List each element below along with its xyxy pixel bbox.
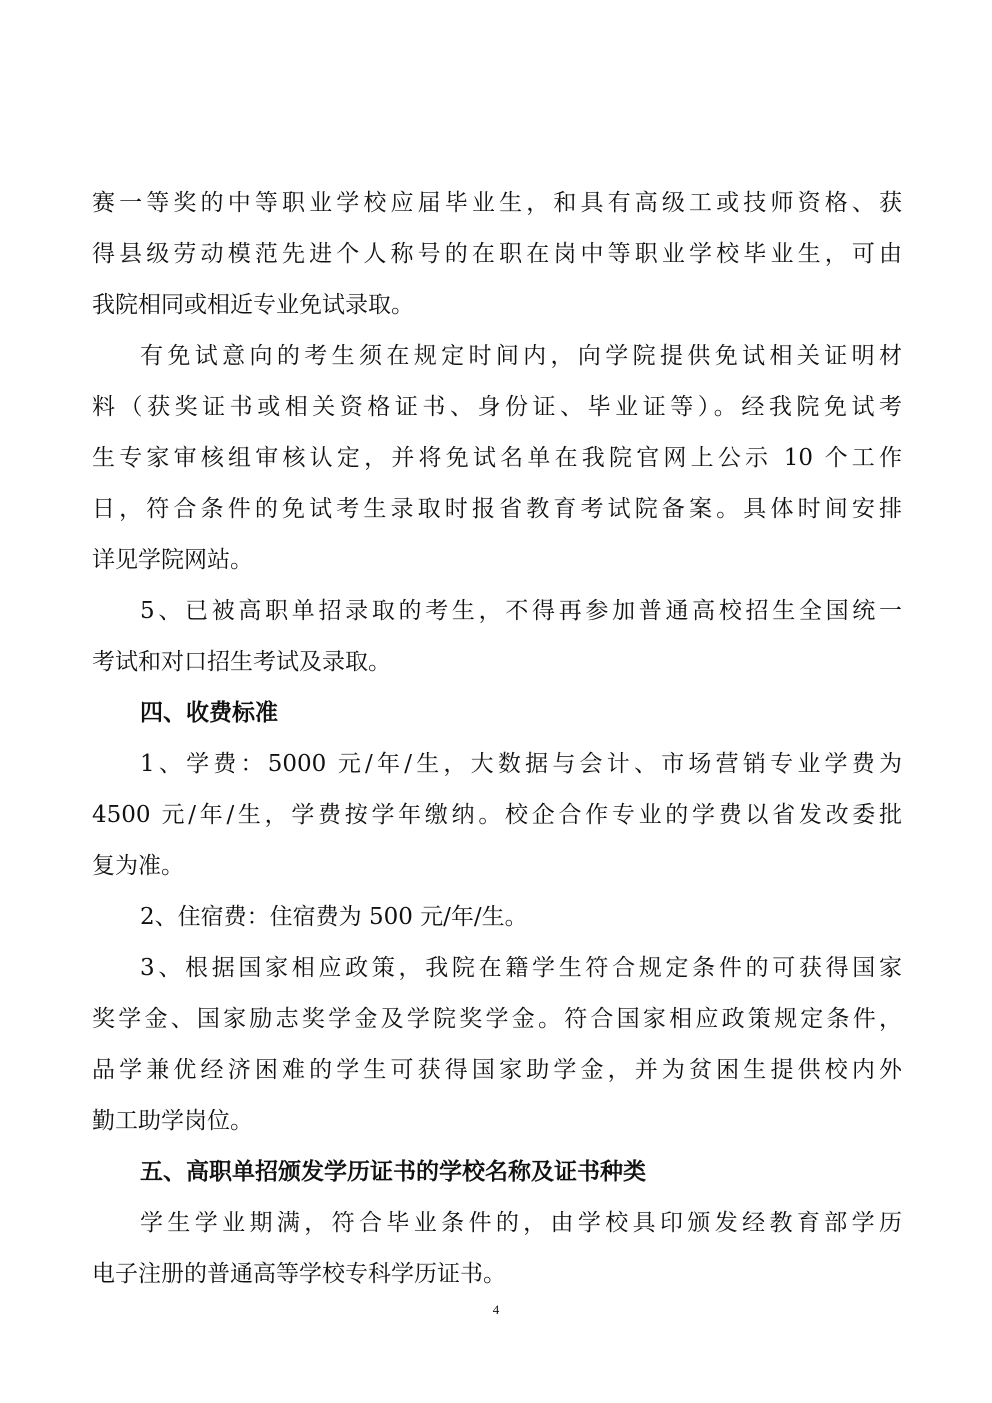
text-line: 赛一等奖的中等职业学校应届毕业生，和具有高级工或技师资格、获 [92,190,902,216]
text-line: 学生学业期满，符合毕业条件的，由学校具印颁发经教育部学历 [140,1210,902,1236]
text-line: 3、根据国家相应政策，我院在籍学生符合规定条件的可获得国家 [140,955,902,981]
text-line: 2、住宿费：住宿费为 500 元/年/生。 [140,904,528,930]
section-heading-fees: 四、收费标准 [140,699,278,726]
text-line: 我院相同或相近专业免试录取。 [92,292,414,318]
text-line: 品学兼优经济困难的学生可获得国家助学金，并为贫困生提供校内外 [92,1057,902,1083]
text-line: 电子注册的普通高等学校专科学历证书。 [92,1261,506,1287]
text-line: 奖学金、国家励志奖学金及学院奖学金。符合国家相应政策规定条件， [92,1006,902,1032]
text-line: 详见学院网站。 [92,547,253,573]
text-line: 勤工助学岗位。 [92,1108,253,1134]
text-line: 日，符合条件的免试考生录取时报省教育考试院备案。具体时间安排 [92,496,902,522]
text-line: 1、学费：5000 元/年/生，大数据与会计、市场营销专业学费为 [140,751,902,777]
text-line: 4500 元/年/生，学费按学年缴纳。校企合作专业的学费以省发改委批 [92,802,902,828]
text-line: 考试和对口招生考试及录取。 [92,649,391,675]
text-line: 5、已被高职单招录取的考生，不得再参加普通高校招生全国统一 [140,598,902,624]
section-heading-certificate: 五、高职单招颁发学历证书的学校名称及证书种类 [140,1158,646,1185]
text-line: 得县级劳动模范先进个人称号的在职在岗中等职业学校毕业生，可由 [92,241,902,267]
text-line: 复为准。 [92,853,184,879]
text-line: 料（获奖证书或相关资格证书、身份证、毕业证等）。经我院免试考 [92,394,902,420]
text-line: 有免试意向的考生须在规定时间内，向学院提供免试相关证明材 [140,343,902,369]
page-number: 4 [492,1302,500,1317]
text-line: 生专家审核组审核认定，并将免试名单在我院官网上公示 10 个工作 [92,445,902,471]
